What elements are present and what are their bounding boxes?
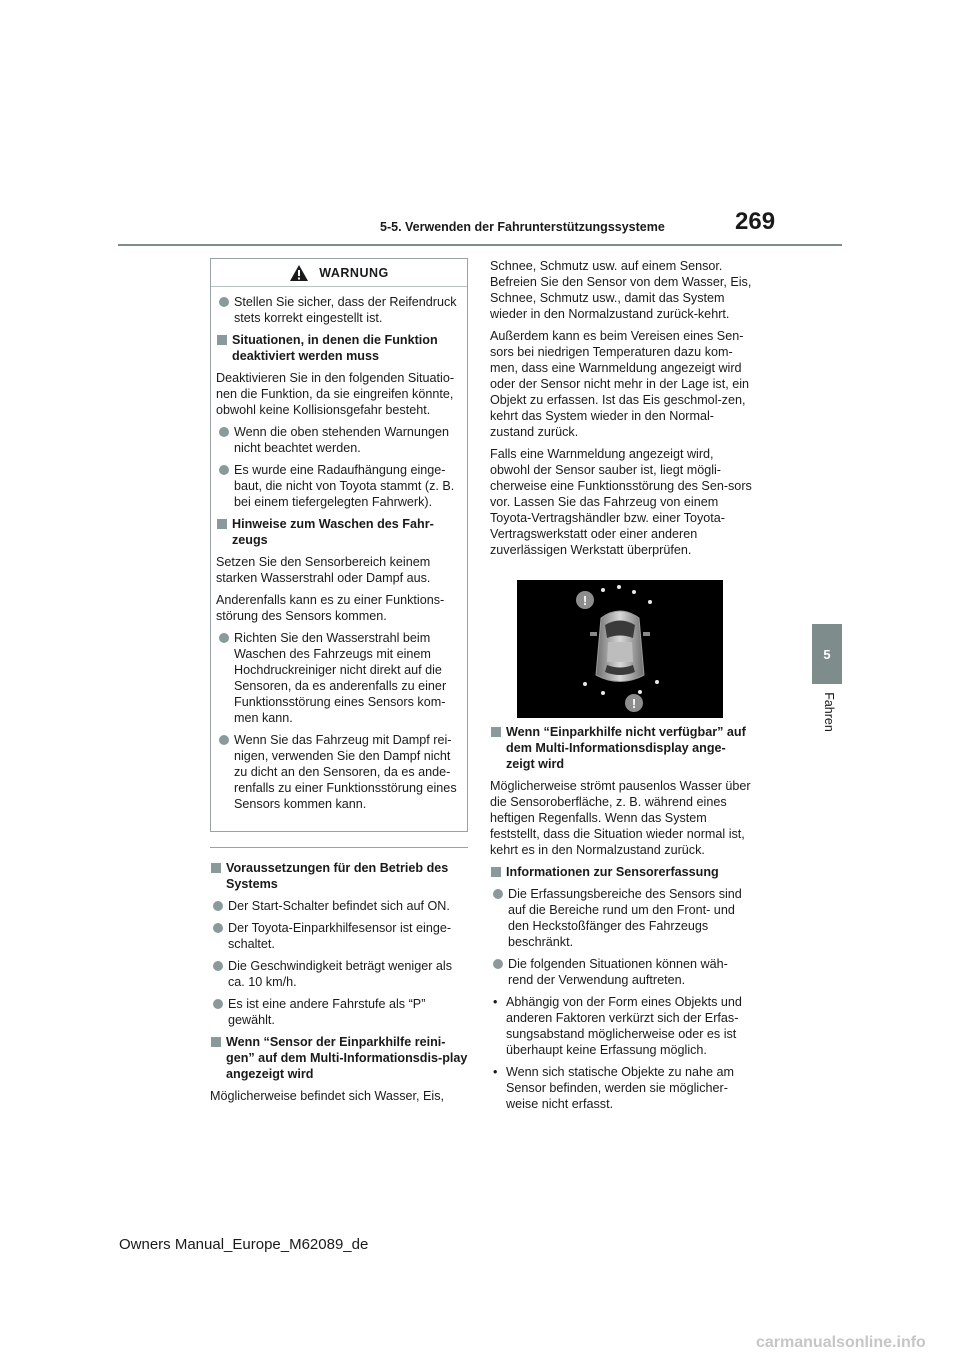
bullet-item: Die folgenden Situationen können wäh-rend der Verwendung auftreten. bbox=[490, 956, 752, 988]
right-column-top bbox=[490, 258, 752, 564]
subheading: Wenn “Einparkhilfe nicht verfügbar” auf dem Multi-Informationsdisplay ange-zeigt wird bbox=[490, 724, 752, 772]
watermark: carmanualsonline.info bbox=[756, 1334, 926, 1351]
bullet-item: Es ist eine andere Fahrstufe als “P” gewählt. bbox=[210, 996, 468, 1028]
paragraph: Falls eine Warnmeldung angezeigt wird, obwohl der Sensor sauber ist, liegt mögli-cherweise eine Funktionsstörung des Sen-sors vor. Lassen Sie das Fahrzeug von einem Toyota-Vertragshändler bzw. einer Toyota-Vertragswerkstatt oder einer anderen zuverlässigen Werkstatt überprüfen. bbox=[490, 447, 752, 557]
svg-text:!: ! bbox=[631, 696, 637, 711]
paragraph: Setzen Sie den Sensorbereich keinem starken Wasserstrahl oder Dampf aus. bbox=[216, 555, 431, 585]
alert-marker-front-left bbox=[576, 591, 594, 609]
bullet-item: Stellen Sie sicher, dass der Reifendruck stets korrekt eingestellt ist. bbox=[216, 294, 461, 326]
car-sensor-display-icon bbox=[517, 580, 723, 718]
header-rule bbox=[118, 244, 842, 246]
warning-box bbox=[210, 258, 468, 832]
paragraph: Deaktivieren Sie in den folgenden Situatio-nen die Funktion, da sie eingreifen könnte, obwohl keine Kollisionsgefahr besteht. bbox=[216, 371, 455, 417]
dash-item: • Abhängig von der Form eines Objekts und anderen Faktoren verkürzt sich der Erfas-sungsabstand möglicherweise oder es ist überhaupt keine Erfassung möglich. bbox=[490, 994, 752, 1058]
left-column bbox=[210, 860, 468, 1110]
subheading: Wenn “Sensor der Einparkhilfe reini-gen” auf dem Multi-Informationsdis-play angezeigt wird bbox=[210, 1034, 468, 1082]
warning-triangle-icon bbox=[289, 264, 309, 282]
paragraph: Außerdem kann es beim Vereisen eines Sen-sors bei niedrigen Temperaturen dazu kom-men, dass eine Warnmeldung angezeigt wird oder der Sensor nicht mehr in der Lage ist, ein Objekt zu erfassen. Ist das Eis geschmol-zen, kehrt das System wieder in den Normal-zustand zurück. bbox=[490, 329, 750, 439]
bullet-item: Die Erfassungsbereiche des Sensors sind auf die Bereiche rund um den Front- und den Heckstoßfänger des Fahrzeugs beschränkt. bbox=[490, 886, 752, 950]
subheading: Informationen zur Sensorerfassung bbox=[490, 864, 752, 880]
warning-header bbox=[211, 259, 467, 287]
right-column-bottom bbox=[490, 724, 752, 1118]
dash-item: • Wenn sich statische Objekte zu nahe am Sensor befinden, werden sie möglicher-weise nicht erfasst. bbox=[490, 1064, 752, 1112]
svg-text:!: ! bbox=[582, 593, 588, 608]
footer-document-id: Owners Manual_Europe_M62089_de bbox=[119, 1236, 369, 1253]
subheading: Hinweise zum Waschen des Fahr-zeugs bbox=[216, 516, 461, 548]
bullet-item: Die Geschwindigkeit beträgt weniger als ca. 10 km/h. bbox=[210, 958, 468, 990]
section-divider bbox=[210, 847, 468, 848]
subheading: Situationen, in denen die Funktion deaktiviert werden muss bbox=[216, 332, 461, 364]
bullet-item: Der Start-Schalter befindet sich auf ON. bbox=[210, 898, 468, 914]
sensor-illustration bbox=[517, 580, 723, 718]
paragraph: Möglicherweise befindet sich Wasser, Eis, bbox=[210, 1089, 445, 1103]
alert-marker-rear bbox=[625, 694, 643, 712]
paragraph: Schnee, Schmutz usw. auf einem Sensor. Befreien Sie den Sensor von dem Wasser, Eis, Schnee, Schmutz usw., damit das System wieder in den Normalzustand zurück-kehrt. bbox=[490, 259, 752, 321]
bullet-item: Richten Sie den Wasserstrahl beim Waschen des Fahrzeugs mit einem Hochdruckreiniger nicht direkt auf die Sensoren, da es anderenfalls zu einer Funktionsstörung eines Sensors kom-men kann. bbox=[216, 630, 461, 726]
paragraph: Anderenfalls kann es zu einer Funktions-störung des Sensors kommen. bbox=[216, 593, 445, 623]
bullet-item: Wenn Sie das Fahrzeug mit Dampf rei-nigen, verwenden Sie den Dampf nicht zu dicht an den Sensoren, da es ande-renfalls zu einer Funktionsstörung eines Sensors kommen kann. bbox=[216, 732, 461, 812]
page-number: 269 bbox=[735, 208, 776, 235]
bullet-item: Wenn die oben stehenden Warnungen nicht beachtet werden. bbox=[216, 424, 461, 456]
subheading: Voraussetzungen für den Betrieb des Systems bbox=[210, 860, 468, 892]
paragraph: Möglicherweise strömt pausenlos Wasser über die Sensoroberfläche, z. B. während eines heftigen Regenfalls. Wenn das System feststellt, dass die Situation wieder normal ist, kehrt es in den Normalzustand zurück. bbox=[490, 779, 751, 857]
warning-title: WARNUNG bbox=[319, 265, 389, 280]
bullet-item: Es wurde eine Radaufhängung einge-baut, die nicht von Toyota stammt (z. B. bei einem tiefergelegten Fahrwerk). bbox=[216, 462, 461, 510]
chapter-number: 5 bbox=[823, 646, 831, 662]
warning-body bbox=[211, 287, 467, 812]
chapter-label: Fahren bbox=[822, 692, 836, 732]
section-title: 5-5. Verwenden der Fahrunterstützungssysteme bbox=[380, 220, 665, 234]
car-top-view bbox=[590, 611, 650, 682]
bullet-item: Der Toyota-Einparkhilfesensor ist einge-schaltet. bbox=[210, 920, 468, 952]
